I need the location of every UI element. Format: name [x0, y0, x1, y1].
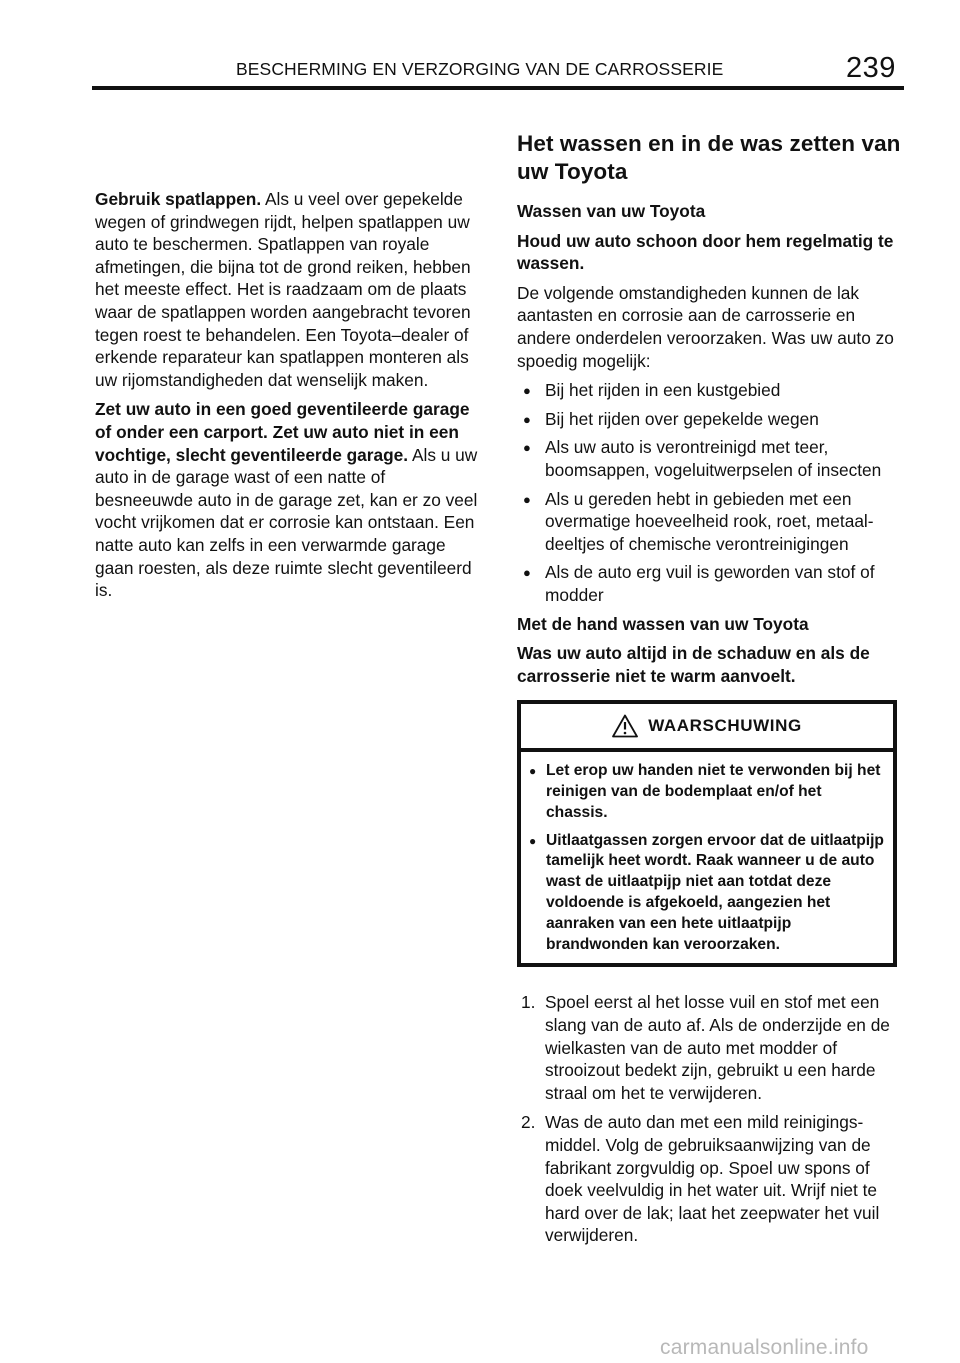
paragraph-body: Als u veel over gepekelde wegen of grindwegen rijdt, helpen spatlappen uw auto te beschermen. Spatlappen van royale afmetingen, die bijna tot de grond reiken, hebben het meeste effect. Het is raadzaam om de plaats waar de spatlappen worden aangebracht tevoren tegen roest te behandelen. Een Toyota–dealer of erkende reparateur kan spatlappen monteren als uw rijomstandigheden dat wenselijk maken. [95, 189, 471, 390]
warning-item [529, 761, 885, 823]
step-number: 1. [521, 992, 536, 1013]
instruction-bold: Was uw auto altijd in de schaduw en als de carrosserie niet te warm aanvoelt. [517, 643, 870, 686]
subheading-washing: Wassen van uw Toyota [517, 201, 706, 221]
paragraph-garage [95, 398, 485, 601]
warning-header [521, 704, 893, 752]
warning-title: WAARSCHUWING [648, 715, 802, 735]
step-item [517, 1111, 907, 1247]
list-item-text: Als de auto erg vuil is geworden van stof of modder [545, 562, 875, 605]
list-item-text: Als uw auto is verontreinigd met teer, boomsappen, vogeluitwerpselen of insecten [545, 437, 882, 480]
bullet-icon: ● [523, 565, 531, 581]
step-number: 2. [521, 1112, 536, 1133]
list-item [517, 379, 907, 402]
section-title: Het wassen en in de was zetten van uw Toyota [517, 131, 901, 184]
bullet-icon: ● [529, 764, 537, 779]
warning-item [529, 831, 885, 956]
subheading-hand-wash: Met de hand wassen van uw Toyota [517, 613, 809, 634]
step-item [517, 991, 907, 1104]
paragraph-lead: Gebruik spatlappen. [95, 189, 262, 209]
paragraph-spatlappen [95, 188, 485, 391]
warning-triangle-icon [612, 714, 638, 738]
warning-item-text: Let erop uw handen niet te verwonden bij het reinigen van de bodemplaat en/of het chassis. [546, 762, 881, 821]
bullet-icon: ● [529, 833, 537, 848]
list-item-text: Bij het rijden over gepekelde wegen [545, 408, 819, 429]
warning-item-text: Uitlaatgassen zorgen ervoor dat de uitlaatpijp tamelijk heet wordt. Raak wanneer u de auto wast de uitlaatpijp niet aan totdat deze voldoende is afgekoeld, aangezien het aanraken van een hete uitlaatpijp brandwonden kan veroorzaken. [546, 831, 884, 953]
header-rule [92, 86, 904, 90]
list-item [517, 436, 907, 481]
conditions-list [517, 379, 907, 606]
watermark: carmanualsonline.info [660, 1336, 869, 1359]
step-text: Spoel eerst al het losse vuil en stof met een slang van de auto af. Als de onderzijde en de wielkasten van de auto met modder of strooizout bedekt zijn, gebruikt u een harde straal om het te verwijderen. [545, 992, 890, 1103]
list-item [517, 561, 907, 606]
steps-list [517, 991, 907, 1247]
list-item-text: Als u gereden hebt in gebieden met een overmatige hoeveelheid rook, roet, metaaldeeltjes of chemische verontreinigingen [545, 488, 874, 554]
paragraph-lead: Zet uw auto in een goed geventileerde garage of onder een carport. Zet uw auto niet in een vochtige, slecht geventileerde garage. [95, 399, 470, 465]
bullet-icon: ● [523, 383, 531, 399]
intro-paragraph: De volgende omstandigheden kunnen de lak aantasten en corrosie aan de carrosserie en andere onderdelen veroorzaken. Was uw auto zo spoedig mogelijk: [517, 282, 894, 371]
list-item [517, 408, 907, 431]
bullet-icon: ● [523, 440, 531, 456]
warning-body [521, 752, 893, 963]
bullet-icon: ● [523, 491, 531, 507]
page-number: 239 [846, 52, 896, 84]
running-header-title: BESCHERMING EN VERZORGING VAN DE CARROSSERIE [236, 59, 724, 79]
instruction-bold: Houd uw auto schoon door hem regelmatig te wassen. [517, 230, 894, 274]
step-text: Was de auto dan met een mild reinigingsmiddel. Volg de gebruiksaanwijzing van de fabrikant zorgvuldig op. Spoel uw spons of doek veelvuldig in het water uit. Wrijf niet te hard over de lak; laat het zeepwater het vuil verwijderen. [545, 1112, 880, 1246]
list-item-text: Bij het rijden in een kustgebied [545, 380, 781, 401]
paragraph-body: Als u uw auto in de garage wast of een natte of besneeuwde auto in de garage zet, kan er zo veel vocht vrijkomen dat er corrosie kan ontstaan. Een natte auto kan zelfs in een verwarmde garage gaan roesten, als deze ruimte slecht geventileerd is. [95, 444, 478, 601]
list-item [517, 488, 907, 556]
left-column [95, 188, 485, 609]
right-column [517, 130, 907, 1254]
warning-box [517, 700, 897, 967]
bullet-icon: ● [523, 411, 531, 427]
